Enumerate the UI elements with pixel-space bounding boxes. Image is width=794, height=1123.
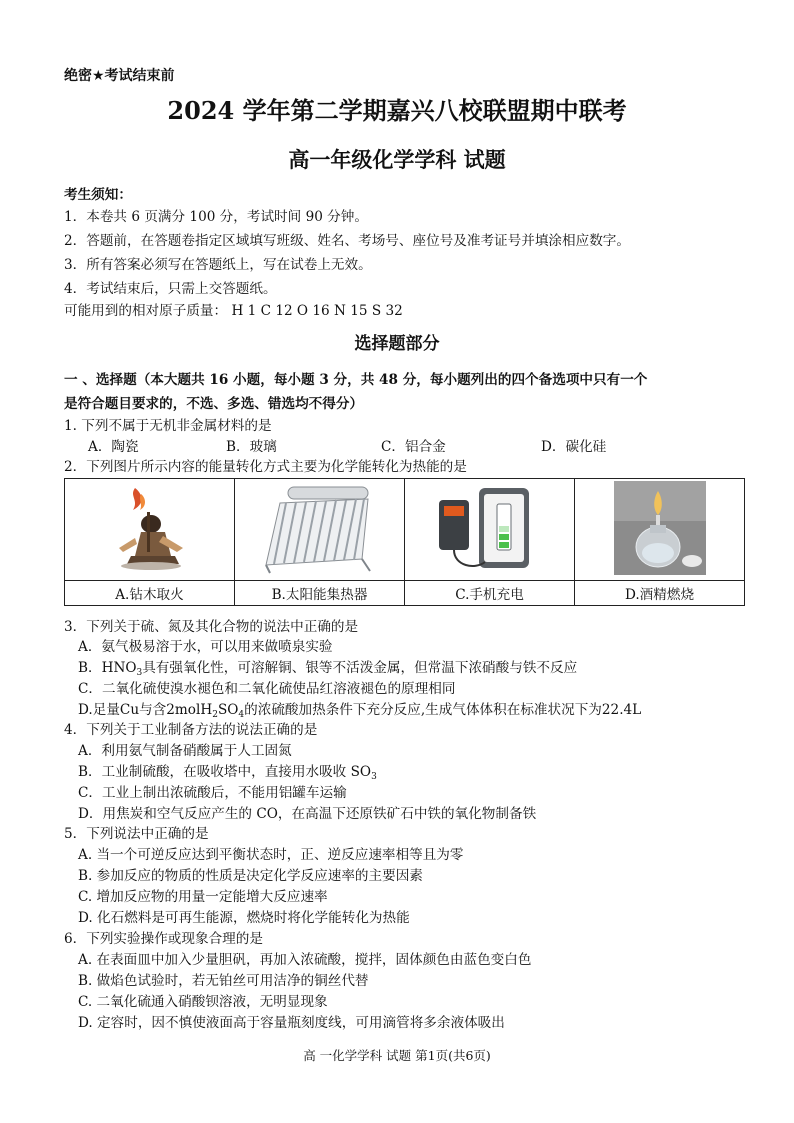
exam-subtitle: 高一年级化学学科 试题 [288,147,506,172]
q2-caption-a: A.钻木取火 [65,581,235,606]
q3-option-d: D.足量Cu与含$2molH_2SO_4$的浓硫酸加热条件下充分反应,生成气体体积在标准状况下为22.4L [78,702,642,720]
q1-option-a: A．陶瓷 [88,439,139,455]
q3-stem: 3．下列关于硫、氮及其化合物的说法中正确的是 [64,619,359,635]
q2-image-cell-d [575,479,745,581]
notice-item: 1．本卷共 6 页满分 100 分，考试时间 90 分钟。 [64,209,368,225]
q5-option-b: B. 参加反应的物质的性质是决定化学反应速率的主要因素 [78,868,423,884]
section-instruction: 是符合题目要求的，不选、多选、错选均不得分） [64,396,364,412]
q5-stem: 5．下列说法中正确的是 [64,826,209,842]
q2-image-cell-c [405,479,575,581]
q4-stem: 4．下列关于工业制备方法的说法正确的是 [64,722,318,738]
phone-charging-image [435,482,545,574]
q1-option-c: C．铝合金 [381,439,446,455]
solar-collector-image [260,481,380,575]
q5-option-c: C. 增加反应物的用量一定能增大反应速率 [78,889,328,905]
q4-option-a: A．利用氨气制备硝酸属于人工固氮 [78,743,292,759]
q6-option-c: C. 二氧化硫通入硝酸钡溶液，无明显现象 [78,994,328,1010]
q6-stem: 6．下列实验操作或现象合理的是 [64,931,263,947]
q4-option-b: B．工业制硫酸，在吸收塔中，直接用水吸收 $SO_3$ [78,764,377,782]
q4-option-d: D．用焦炭和空气反应产生的 CO，在高温下还原铁矿石中铁的氧化物制备铁 [78,806,537,822]
q6-option-a: A. 在表面皿中加入少量胆矾，再加入浓硫酸，搅拌，固体颜色由蓝色变白色 [78,952,532,968]
q2-image-cell-b [235,479,405,581]
drilling-fire-image [105,482,195,574]
q3-option-b: B．$HNO_3$具有强氧化性，可溶解铜、银等不活泼金属，但常温下浓硝酸与铁不反应 [78,660,578,678]
page-footer: 高 一化学学科 试题 第1页(共6页) [303,1048,491,1063]
secret-label: 绝密★考试结束前 [64,68,175,84]
notice-item: 3．所有答案必须写在答题纸上，写在试卷上无效。 [64,257,372,273]
q6-option-b: B. 做焰色试验时，若无铂丝可用洁净的铜丝代替 [78,973,369,989]
notice-item: 4．考试结束后，只需上交答题纸。 [64,281,277,297]
q1-option-d: D．碳化硅 [541,439,607,455]
q5-option-d: D. 化石燃料是可再生能源，燃烧时将化学能转化为热能 [78,910,410,926]
q5-option-a: A. 当一个可逆反应达到平衡状态时，正、逆反应速率相等且为零 [78,847,464,863]
q2-caption-d: D.酒精燃烧 [575,581,745,606]
q2-caption-c: C.手机充电 [405,581,575,606]
notice-heading: 考生须知： [64,187,132,203]
q3-option-c: C．二氧化硫使溴水褪色和二氧化硫使品红溶液褪色的原理相同 [78,681,456,697]
q2-image-table [64,478,745,606]
q2-image-cell-a [65,479,235,581]
q2-stem: 2．下列图片所示内容的能量转化方式主要为化学能转化为热能的是 [64,459,467,475]
q6-option-d: D. 定容时，因不慎使液面高于容量瓶刻度线，可用滴管将多余液体吸出 [78,1015,505,1031]
q1-options [88,437,606,457]
atomic-mass-line: 可能用到的相对原子质量： H 1 C 12 O 16 N 15 S 32 [64,303,403,319]
section-instruction: 一 、选择题（本大题共 16 小题，每小题 3 分，共 48 分，每小题列出的四个备选项中只有一个 [64,372,648,388]
notice-item: 2．答题前，在答题卷指定区域填写班级、姓名、考场号、座位号及准考证号并填涂相应数字。 [64,233,630,249]
q4-option-c: C．工业上制出浓硫酸后，不能用铝罐车运输 [78,785,347,801]
section-title: 选择题部分 [354,334,440,354]
exam-title: 2024 学年第二学期嘉兴八校联盟期中联考 [167,96,627,125]
q1-stem: 1. 下列不属于无机非金属材料的是 [64,418,272,434]
q3-option-a: A．氨气极易溶于水，可以用来做喷泉实验 [78,639,333,655]
q1-option-b: B．玻璃 [226,439,277,455]
q2-caption-b: B.太阳能集热器 [235,581,405,606]
alcohol-lamp-image [614,481,706,575]
